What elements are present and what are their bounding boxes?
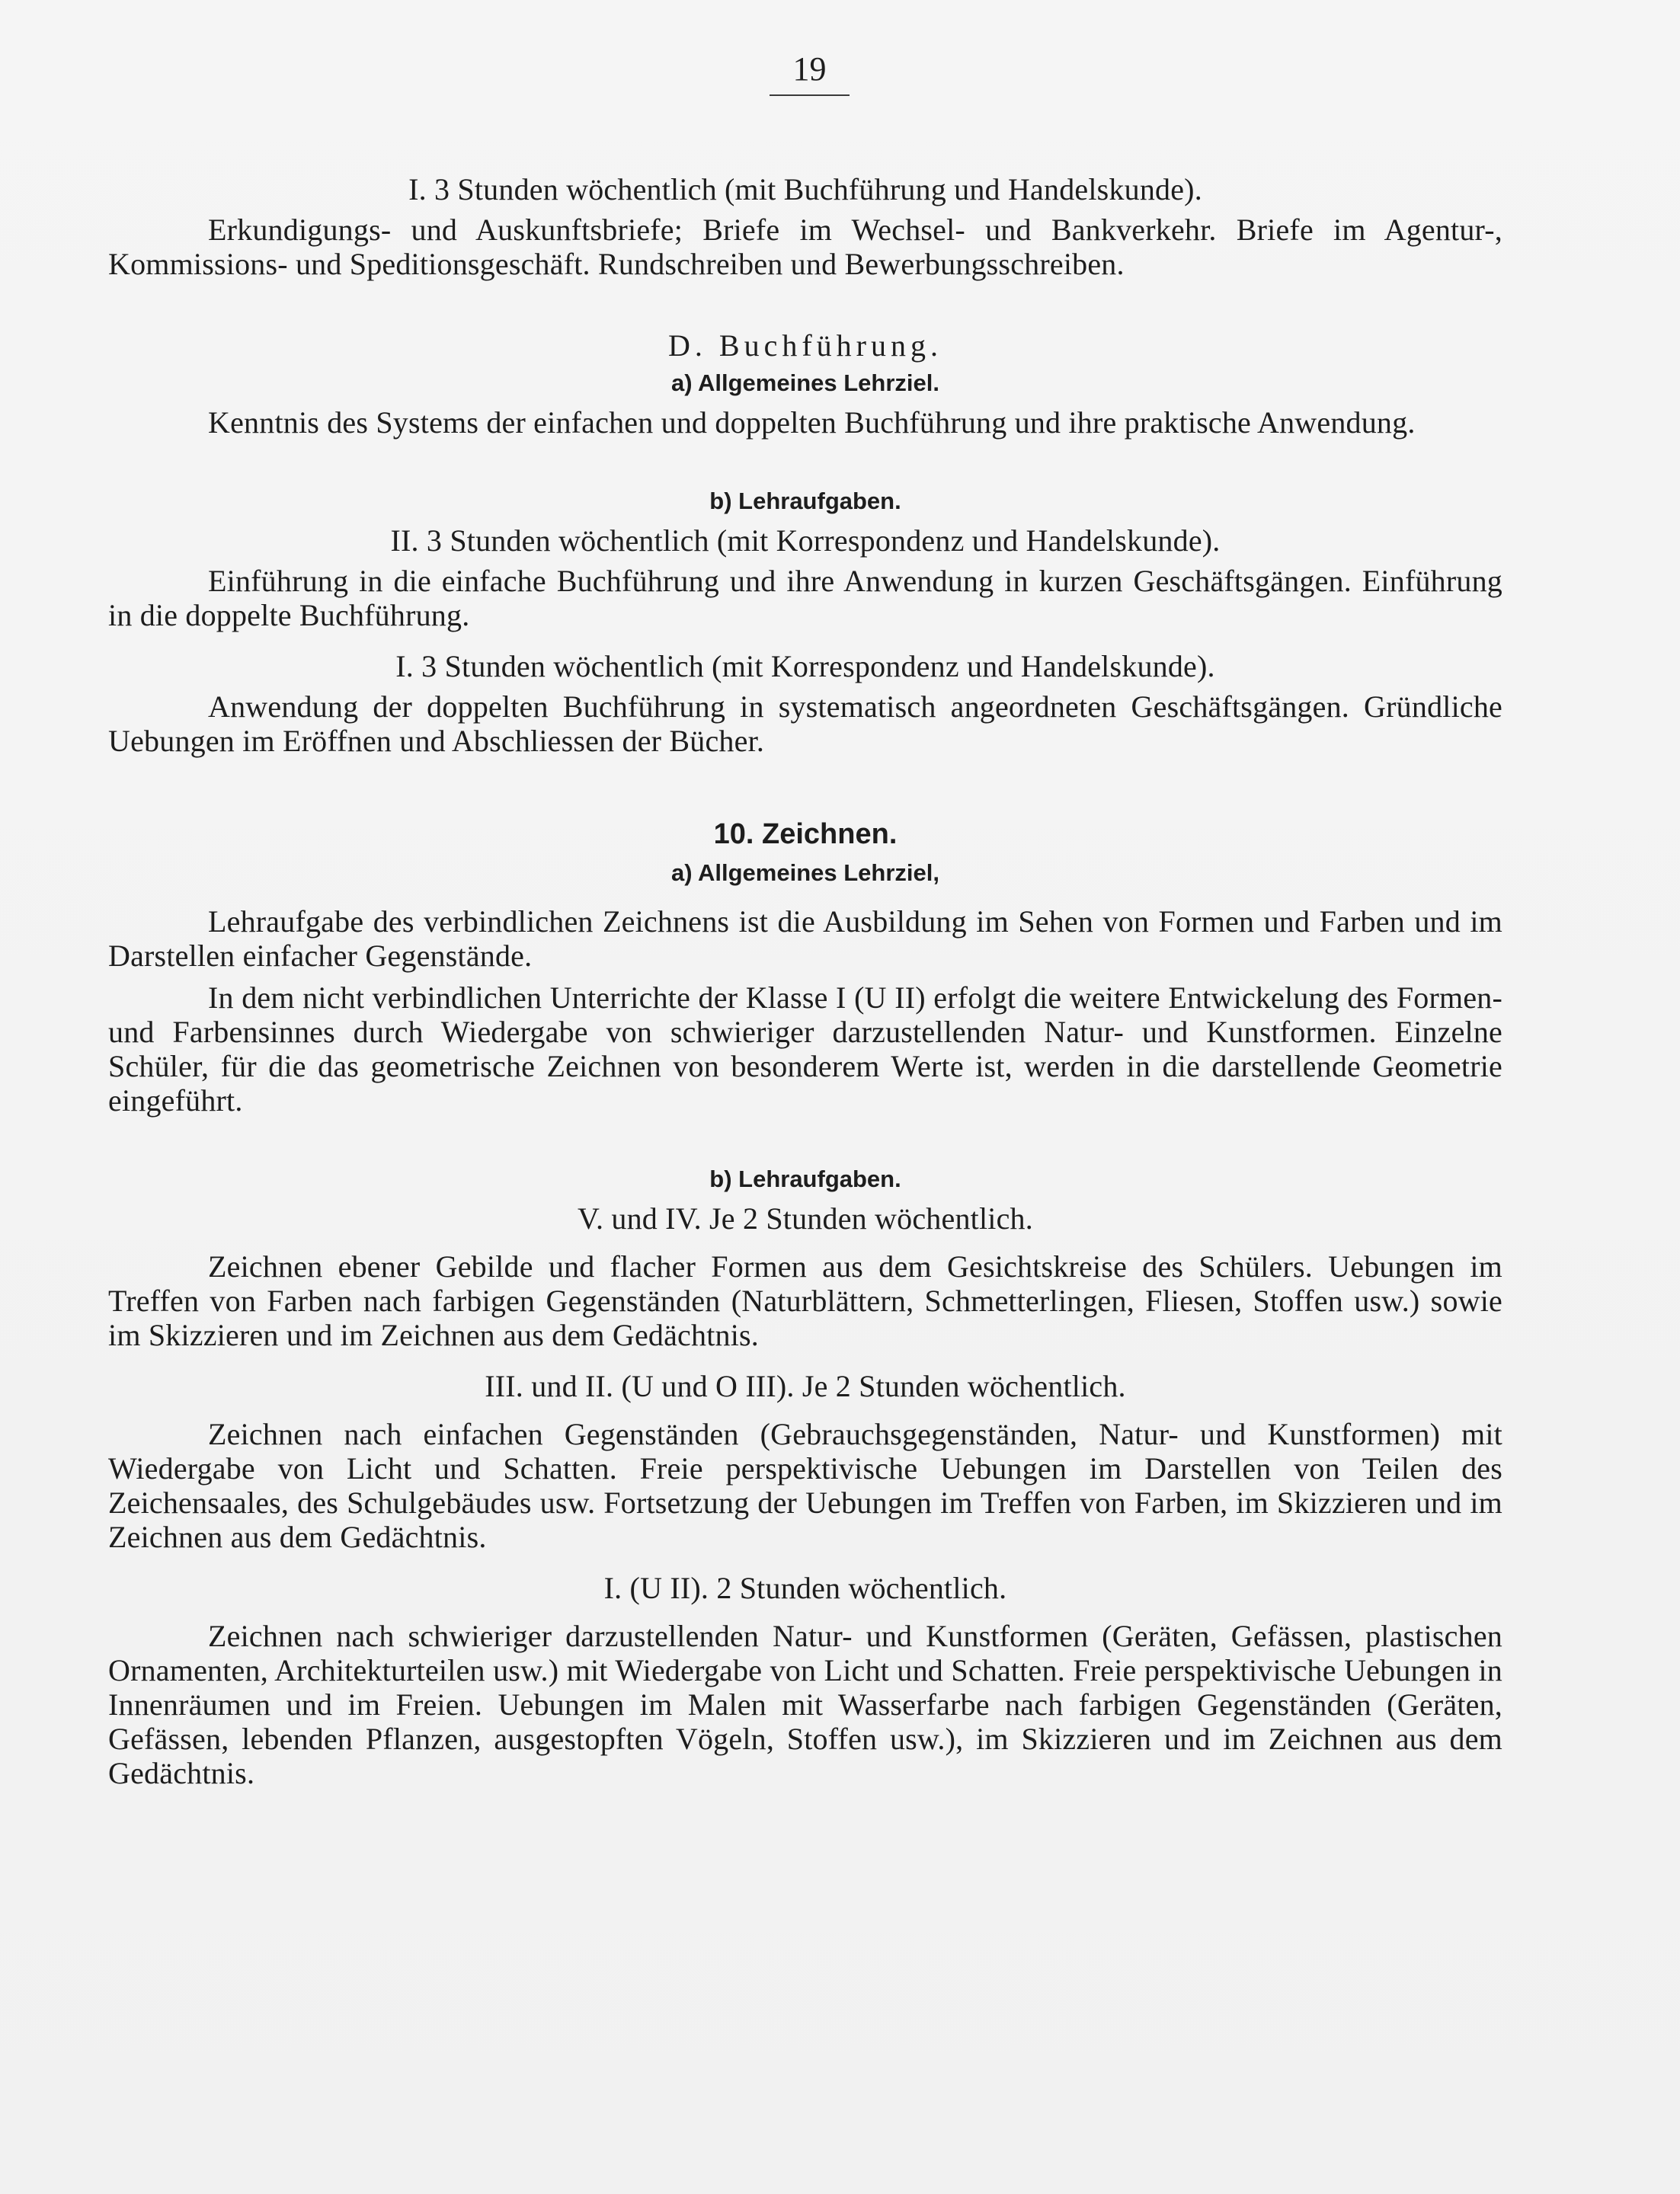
korrespondenz-class-i-text: Erkundigungs- und Auskunftsbriefe; Briefe im Wechsel- und Bankverkehr. Briefe im Agentur-, Kommissions- und Speditionsgeschäft. Rundschreiben und Bewerbungsschreiben. bbox=[108, 213, 1502, 281]
zeichnen-class-i-subheading: I. (U II). 2 Stunden wöchentlich. bbox=[603, 1571, 1007, 1605]
zeichnen-class-iii-ii-text: Zeichnen nach einfachen Gegenständen (Gebrauchsgegenständen, Natur- und Kunstformen) mit Wiedergabe von Licht und Schatten. Freie perspektivische Uebungen im Darstellen von Teilen des Zeichensaales, des Schulgebäudes usw. Fortsetzung der Uebungen im Treffen von Farben, im Skizzieren und im Zeichnen aus dem Gedächtnis. bbox=[108, 1417, 1502, 1554]
buchfuehrung-class-i-text: Anwendung der doppelten Buchführung in systematisch angeordneten Geschäftsgängen. Gründliche Uebungen im Eröffnen und Abschliessen der Bücher. bbox=[108, 689, 1502, 758]
buchfuehrung-lehrziel-heading: a) Allgemeines Lehrziel. bbox=[670, 369, 940, 396]
page-content bbox=[108, 172, 1502, 1790]
zeichnen-class-i-text: Zeichnen nach schwieriger darzustellenden Natur- und Kunstformen (Geräten, Gefässen, plastischen Ornamenten, Architekturteilen usw.) mit Wiedergabe von Licht und Schatten. Freie perspektivische Uebungen in Innenräumen und im Freien. Uebungen im Malen mit Wasserfarbe nach farbigen Gegenständen (Geräten, Gefässen, lebenden Pflanzen, ausgestopften Vögeln, Stoffen usw.), im Skizzieren und im Zeichnen aus dem Gedächtnis. bbox=[108, 1619, 1502, 1790]
zeichnen-class-v-iv-text: Zeichnen ebener Gebilde und flacher Formen aus dem Gesichtskreise des Schülers. Uebungen im Treffen von Farben nach farbigen Gegenständen (Naturblättern, Schmetterlingen, Fliesen, Stoffen usw.) sowie im Skizzieren und im Zeichnen aus dem Gedächtnis. bbox=[108, 1249, 1502, 1352]
buchfuehrung-heading: D. Buchführung. bbox=[668, 328, 942, 363]
zeichnen-heading: 10. Zeichnen. bbox=[713, 818, 898, 850]
zeichnen-class-iii-ii-subheading: III. und II. (U und O III). Je 2 Stunden wöchentlich. bbox=[485, 1369, 1126, 1403]
buchfuehrung-lehrziel-text: Kenntnis des Systems der einfachen und doppelten Buchführung und ihre praktische Anwendung. bbox=[208, 405, 1416, 440]
zeichnen-lehrziel-paragraph-1: Lehraufgabe des verbindlichen Zeichnens ist die Ausbildung im Sehen von Formen und Farben und im Darstellen einfacher Gegenstände. bbox=[108, 904, 1502, 973]
buchfuehrung-lehraufgaben-heading: b) Lehraufgaben. bbox=[709, 488, 901, 514]
page-number-underline bbox=[770, 94, 850, 96]
zeichnen-class-v-iv-subheading: V. und IV. Je 2 Stunden wöchentlich. bbox=[578, 1201, 1033, 1236]
zeichnen-lehraufgaben-heading: b) Lehraufgaben. bbox=[709, 1166, 901, 1192]
buchfuehrung-class-ii-text: Einführung in die einfache Buchführung und ihre Anwendung in kurzen Geschäftsgängen. Einführung in die doppelte Buchführung. bbox=[108, 564, 1502, 632]
buchfuehrung-class-i-subheading: I. 3 Stunden wöchentlich (mit Korrespondenz und Handelskunde). bbox=[395, 649, 1215, 683]
zeichnen-lehrziel-heading: a) Allgemeines Lehrziel, bbox=[670, 859, 940, 886]
buchfuehrung-class-ii-subheading: II. 3 Stunden wöchentlich (mit Korrespondenz und Handelskunde). bbox=[390, 523, 1221, 558]
zeichnen-lehrziel-paragraph-2: In dem nicht verbindlichen Unterrichte der Klasse I (U II) erfolgt die weitere Entwickelung des Formen- und Farbensinnes durch Wiedergabe von schwieriger darzustellenden Natur- und Kunstformen. Einzelne Schüler, für die das geometrische Zeichnen von besonderem Werte ist, werden in die darstellende Geometrie eingeführt. bbox=[108, 980, 1502, 1118]
korrespondenz-class-i-subheading: I. 3 Stunden wöchentlich (mit Buchführung und Handelskunde). bbox=[408, 172, 1202, 206]
page-number: 19 bbox=[792, 50, 827, 88]
